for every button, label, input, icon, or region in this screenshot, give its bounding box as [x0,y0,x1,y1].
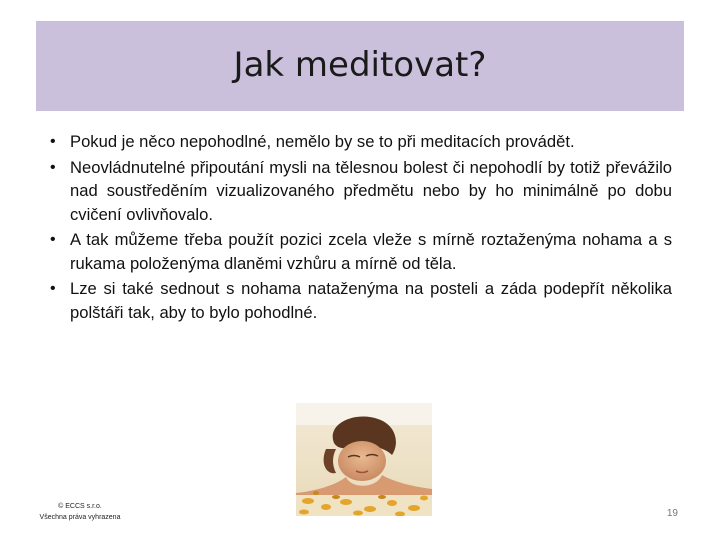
bullet-item [50,228,672,275]
bullet-list [50,130,672,326]
title-band [36,21,684,111]
bullet-item [50,130,672,154]
bullet-dot-icon: • [50,158,56,176]
copyright-rights: Všechna práva vyhrazena [39,514,121,521]
bullet-text: Lze si také sednout s nohama nataženýma na posteli a záda podepřít několika polštáři tak, aby to bylo pohodlné. [70,279,672,322]
bullet-text: A tak můžeme třeba použít pozici zcela vleže s mírně roztaženýma nohama a s rukama položenýma dlaněmi vzhůru a mírně od těla. [70,230,672,273]
bullet-text: Neovládnutelné připoutání mysli na tělesnou bolest či nepohodlí by totiž převážilo nad soustředěním vizualizovaného předmětu nebo by ho minimálně po dobu cvičení ovlivňovalo. [70,157,672,224]
bullet-text: Pokud je něco nepohodlné, nemělo by se to při meditacích provádět. [70,132,575,151]
page-number: 19 [666,508,678,519]
slide-title: Jak meditovat? [233,45,487,85]
bullet-dot-icon: • [50,133,56,150]
copyright-company: © ECCS s.r.o. [58,503,102,510]
bullet-item [50,277,672,324]
relaxing-woman-bath-photo [296,403,432,516]
bullet-item [50,156,672,227]
bullet-dot-icon: • [50,280,56,297]
copyright-footer [30,501,130,523]
bullet-dot-icon: • [50,231,56,248]
